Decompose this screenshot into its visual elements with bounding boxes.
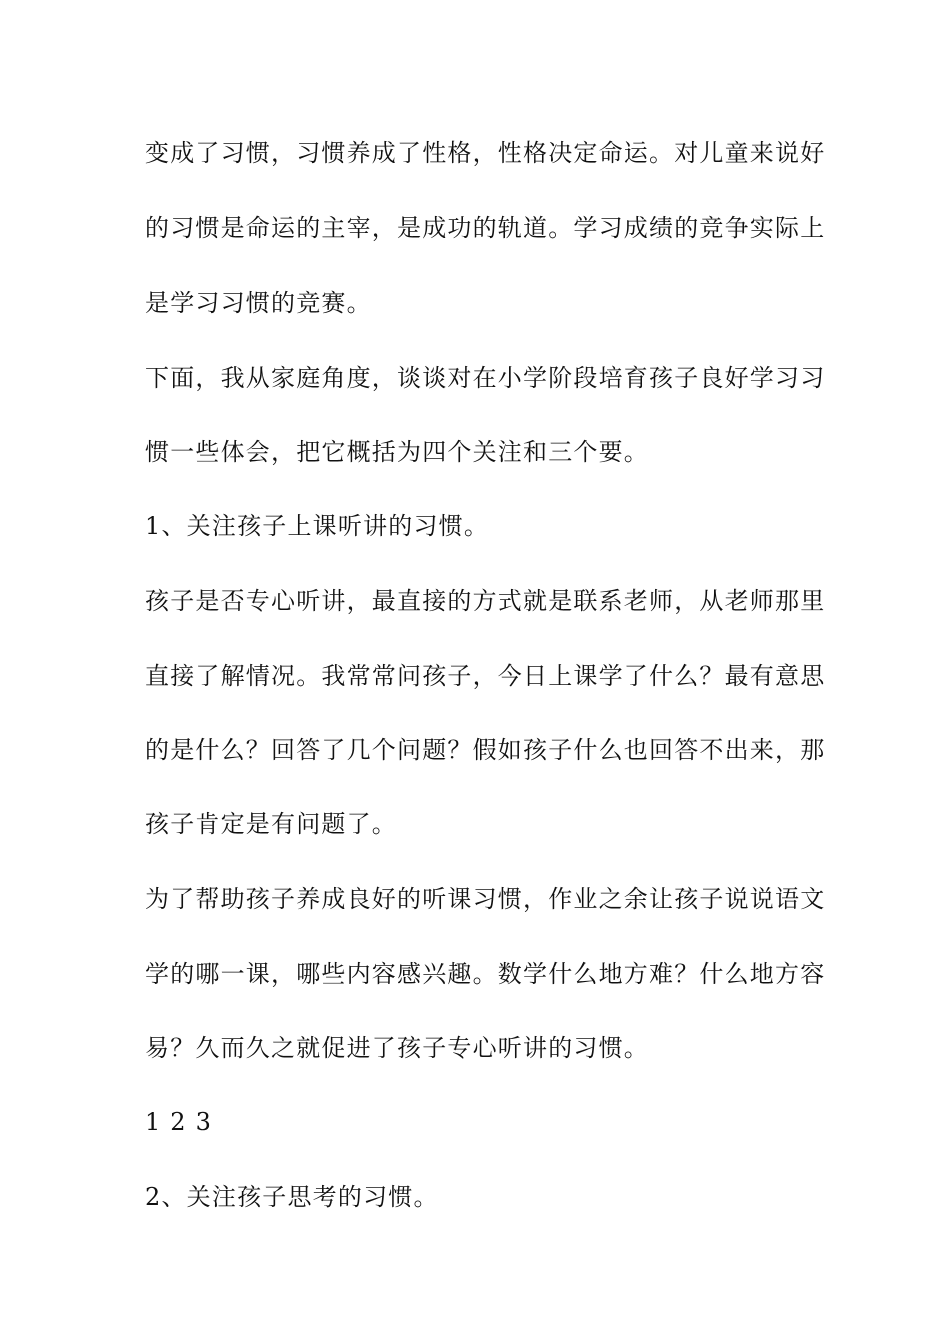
section-heading-2: 2、关注孩子思考的习惯。 xyxy=(145,1183,439,1211)
text-line: 下面，我从家庭角度，谈谈对在小学阶段培育孩子良好学习习 xyxy=(145,364,826,392)
text-line: 变成了习惯，习惯养成了性格，性格决定命运。对儿童来说好 xyxy=(145,139,826,167)
text-line: 孩子是否专心听讲，最直接的方式就是联系老师，从老师那里 xyxy=(145,587,826,615)
text-line: 孩子肯定是有问题了。 xyxy=(145,810,397,838)
text-line: 的习惯是命运的主宰，是成功的轨道。学习成绩的竞争实际上 xyxy=(145,214,826,242)
text-line: 为了帮助孩子养成良好的听课习惯，作业之余让孩子说说语文 xyxy=(145,885,826,913)
text-line: 易？久而久之就促进了孩子专心听讲的习惯。 xyxy=(145,1034,649,1062)
text-line: 是学习习惯的竞赛。 xyxy=(145,289,372,317)
text-line: 直接了解情况。我常常问孩子，今日上课学了什么？最有意思 xyxy=(145,662,826,690)
text-line: 学的哪一课，哪些内容感兴趣。数学什么地方难？什么地方容 xyxy=(145,960,826,988)
section-heading-1: 1、关注孩子上课听讲的习惯。 xyxy=(145,512,490,540)
number-sequence-line: 1 2 3 xyxy=(145,1108,213,1136)
text-line: 惯一些体会，把它概括为四个关注和三个要。 xyxy=(145,438,649,466)
text-line: 的是什么？回答了几个问题？假如孩子什么也回答不出来，那 xyxy=(145,736,826,764)
